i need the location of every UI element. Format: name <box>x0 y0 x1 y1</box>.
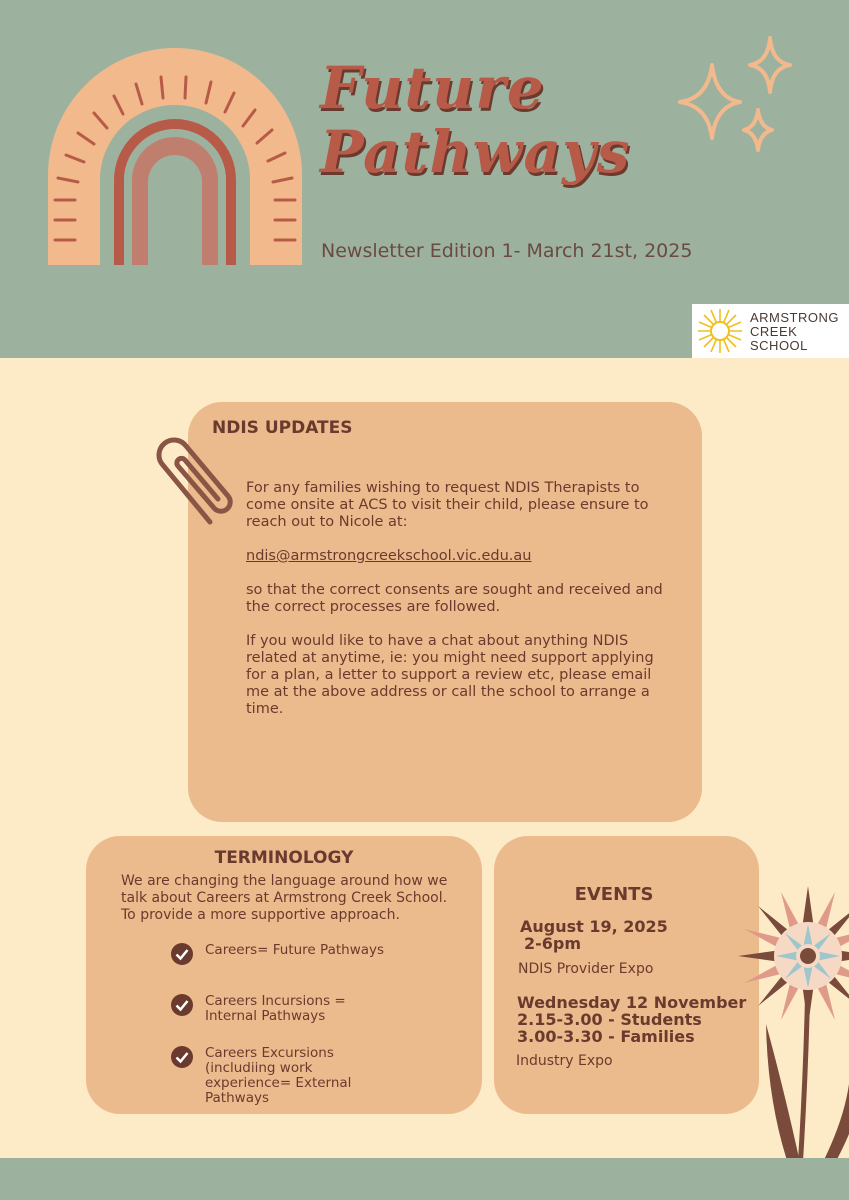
event-2-families-line: 3.00-3.30 - Families <box>517 1027 695 1046</box>
check-circle-icon <box>171 943 193 965</box>
event-1-time-line: 2-6pm <box>524 934 582 953</box>
title-line-2: Pathways <box>320 118 631 186</box>
paperclip-icon <box>148 426 238 531</box>
ndis-email-link[interactable]: ndis@armstrongcreekschool.vic.edu.au <box>246 548 532 564</box>
title-line-1: Future <box>320 54 545 122</box>
logo-line-2: CREEK <box>750 324 798 339</box>
event-1-description: NDIS Provider Expo <box>518 961 654 977</box>
ndis-paragraph-1: For any families wishing to request NDIS Therapists to come onsite at ACS to visit their child, please ensure to reach out to Nicole at: <box>246 480 649 530</box>
event-1-date <box>520 918 668 952</box>
logo-line-1: ARMSTRONG <box>750 310 839 325</box>
sun-logo-icon <box>696 307 744 355</box>
ndis-body <box>246 480 666 735</box>
terminology-item-text: Careers Excursions (includiing work experience= External Pathways <box>205 1045 352 1106</box>
school-logo <box>692 304 849 358</box>
event-2-date-line: Wednesday 12 November <box>517 993 747 1012</box>
logo-line-3: SCHOOL <box>750 338 808 353</box>
newsletter-title <box>320 56 680 184</box>
event-1-date-line: August 19, 2025 <box>520 917 668 936</box>
terminology-item-text: Careers= Future Pathways <box>205 942 385 958</box>
terminology-card <box>86 836 482 1114</box>
ndis-paragraph-2: so that the correct consents are sought and received and the correct processes are followed. <box>246 582 663 615</box>
event-2-students-line: 2.15-3.00 - Students <box>517 1010 702 1029</box>
logo-text <box>750 311 839 353</box>
flower-illustration <box>732 884 849 1200</box>
terminology-intro: We are changing the language around how we talk about Careers at Armstrong Creek School. To provide a more supportive approach. <box>121 873 448 923</box>
edition-text: Newsletter Edition 1- March 21st, 2025 <box>321 240 693 262</box>
events-card <box>494 836 759 1114</box>
ndis-updates-card <box>188 402 702 822</box>
check-circle-icon <box>171 994 193 1016</box>
footer-band <box>0 1158 849 1200</box>
rainbow-illustration <box>40 40 310 280</box>
check-circle-icon <box>171 1046 193 1068</box>
events-title: EVENTS <box>574 884 654 905</box>
terminology-title: TERMINOLOGY <box>214 848 354 868</box>
ndis-paragraph-3: If you would like to have a chat about anything NDIS related at anytime, ie: you might need support applying for a plan, a letter to support a review etc, please email me at the above address or call the school to arrange a time. <box>246 633 654 717</box>
event-2-date <box>517 994 746 1045</box>
ndis-title: NDIS UPDATES <box>212 418 353 438</box>
event-2-description: Industry Expo <box>516 1053 613 1069</box>
terminology-item-text: Careers Incursions = Internal Pathways <box>205 993 346 1024</box>
sparkle-icon <box>672 30 802 160</box>
